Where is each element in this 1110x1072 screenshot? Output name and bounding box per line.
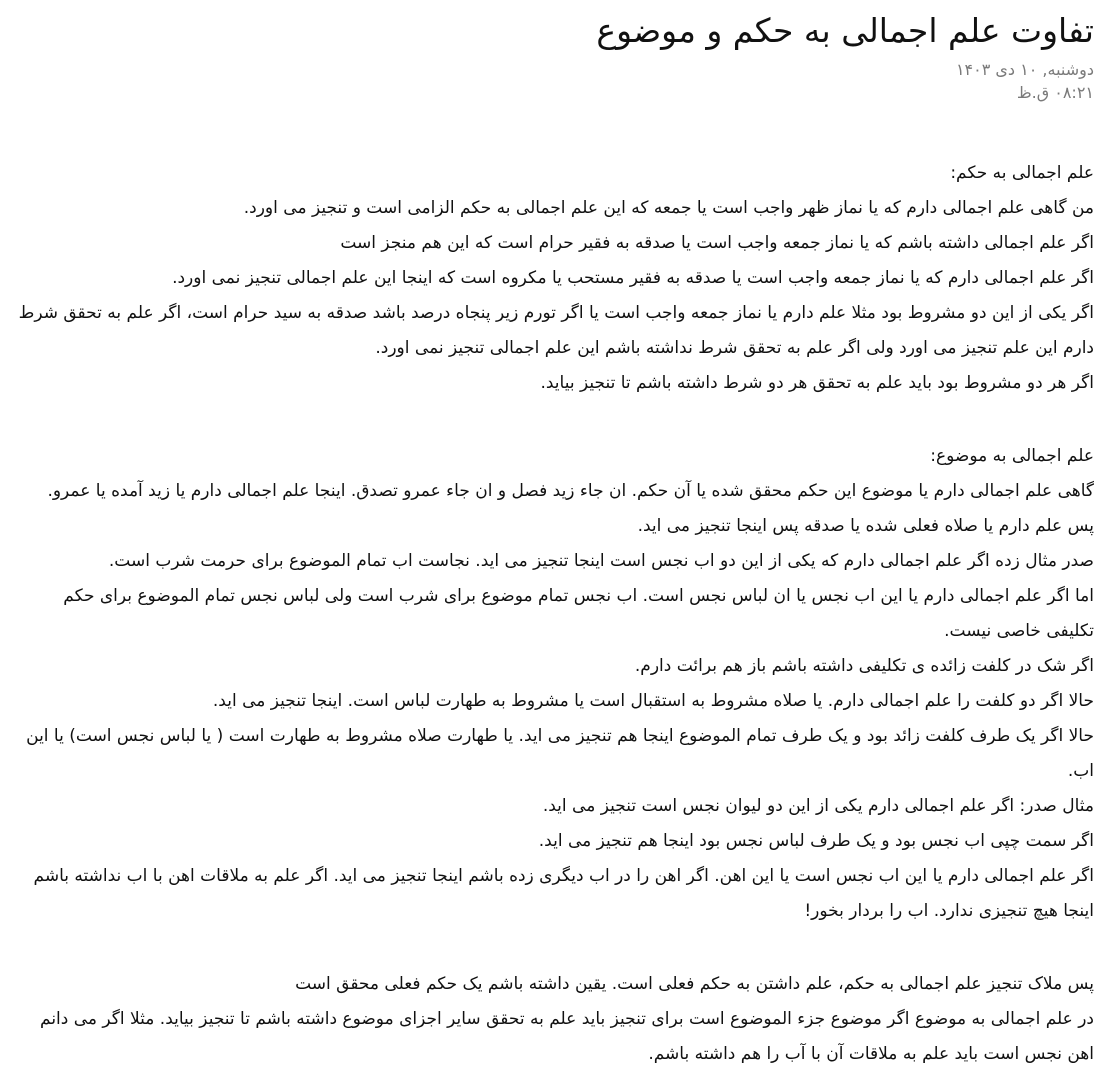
section-conclusion (16, 967, 1094, 1072)
paragraph-line: حالا اگر یک طرف کلفت زائد بود و یک طرف تمام الموضوع اینجا هم تنجیز می اید. یا طهارت صلاه مشروط به طهارت است ( یا لباس نجس است) یا این اب. (26, 726, 1094, 781)
section-hokm (16, 156, 1094, 401)
paragraph-line: اگر یکی از این دو مشروط بود مثلا علم دارم یا نماز جمعه واجب است یا اگر تورم زیر پنجاه درصد باشد صدقه به سید حرام است، اگر علم به تحقق شرط دارم این علم تنجیز می اورد ولی اگر علم به تحقق شرط نداشته باشم این علم اجمالی تنجیز نمی اورد. (18, 303, 1094, 358)
paragraph-line: صدر مثال زده اگر علم اجمالی دارم که یکی از این دو اب نجس است اینجا تنجیز می اید. نجاست اب تمام الموضوع برای حرمت شرب است. (108, 551, 1094, 571)
paragraph-line: اما اگر علم اجمالی دارم یا این اب نجس یا ان لباس نجس است. اب نجس تمام موضوع برای شرب است ولی لباس نجس تمام الموضوع برای حکم تکلیفی خاصی نیست. (63, 586, 1094, 641)
paragraph-line: گاهی علم اجمالی دارم یا موضوع این حکم محقق شده یا آن حکم. ان جاء زید فصل و ان جاء عمرو تصدق. اینجا علم اجمالی دارم یا زید آمده یا عمرو. پس علم دارم یا صلاه فعلی شده یا صدقه پس اینجا تنجیز می اید. (47, 481, 1094, 536)
paragraph-line: اگر هر دو مشروط بود باید علم به تحقق هر دو شرط داشته باشم تا تنجیز بیاید. (540, 373, 1094, 393)
section-heading: علم اجمالی به موضوع: (930, 446, 1094, 466)
post-title: تفاوت علم اجمالی به حکم و موضوع (596, 11, 1094, 50)
paragraph-line: اگر شک در کلفت زائده ی تکلیفی داشته باشم باز هم برائت دارم. (634, 656, 1094, 676)
post-time: ۰۸:۲۱ ق.ظ (1016, 83, 1094, 102)
paragraph-line: مثال صدر: اگر علم اجمالی دارم یکی از این دو لیوان نجس است تنجیز می اید. (542, 796, 1094, 816)
paragraph-line: پس ملاک تنجیز علم اجمالی به حکم، علم داشتن به حکم فعلی است. یقین داشته باشم یک حکم فعلی محقق است (295, 974, 1094, 994)
paragraph-line: حالا اگر دو کلفت را علم اجمالی دارم. یا صلاه مشروط به استقبال است یا مشروط به طهارت لباس است. اینجا تنجیز می اید. (212, 691, 1094, 711)
section-heading: علم اجمالی به حکم: (950, 163, 1094, 183)
paragraph-line: من گاهی علم اجمالی دارم که یا نماز ظهر واجب است یا جمعه که این علم اجمالی به حکم الزامی است و تنجیز می اورد. (243, 198, 1094, 218)
paragraph-line: در علم اجمالی به موضوع اگر موضوع جزء الموضوع است برای تنجیز باید علم به تحقق سایر اجزای موضوع داشته باشم تا تنجیز بیاید. مثلا اگر می دانم اهن نجس است باید علم به ملاقات آن با آب را هم داشته باشم. (40, 1009, 1094, 1064)
section-mawzoo (16, 439, 1094, 929)
post-date: دوشنبه, ۱۰ دی ۱۴۰۳ (955, 60, 1094, 79)
post-meta (16, 58, 1094, 104)
paragraph-line: اگر علم اجمالی داشته باشم که یا نماز جمعه واجب است یا صدقه به فقیر حرام است که این هم منجز است (340, 233, 1094, 253)
paragraph-line: اگر سمت چپی اب نجس بود و یک طرف لباس نجس بود اینجا هم تنجیز می اید. (538, 831, 1094, 851)
paragraph-line: اگر علم اجمالی دارم یا این اب نجس است یا این اهن. اگر اهن را در اب دیگری زده باشم اینجا تنجیز می اید. اگر علم به ملاقات اهن با اب نداشته باشم اینجا هیچ تنجیزی ندارد. اب را بردار بخور! (33, 866, 1094, 921)
paragraph-line: اگر علم اجمالی دارم که یا نماز جمعه واجب است یا صدقه به فقیر مستحب یا مکروه است که اینجا این علم اجمالی تنجیز نمی اورد. (172, 268, 1094, 288)
